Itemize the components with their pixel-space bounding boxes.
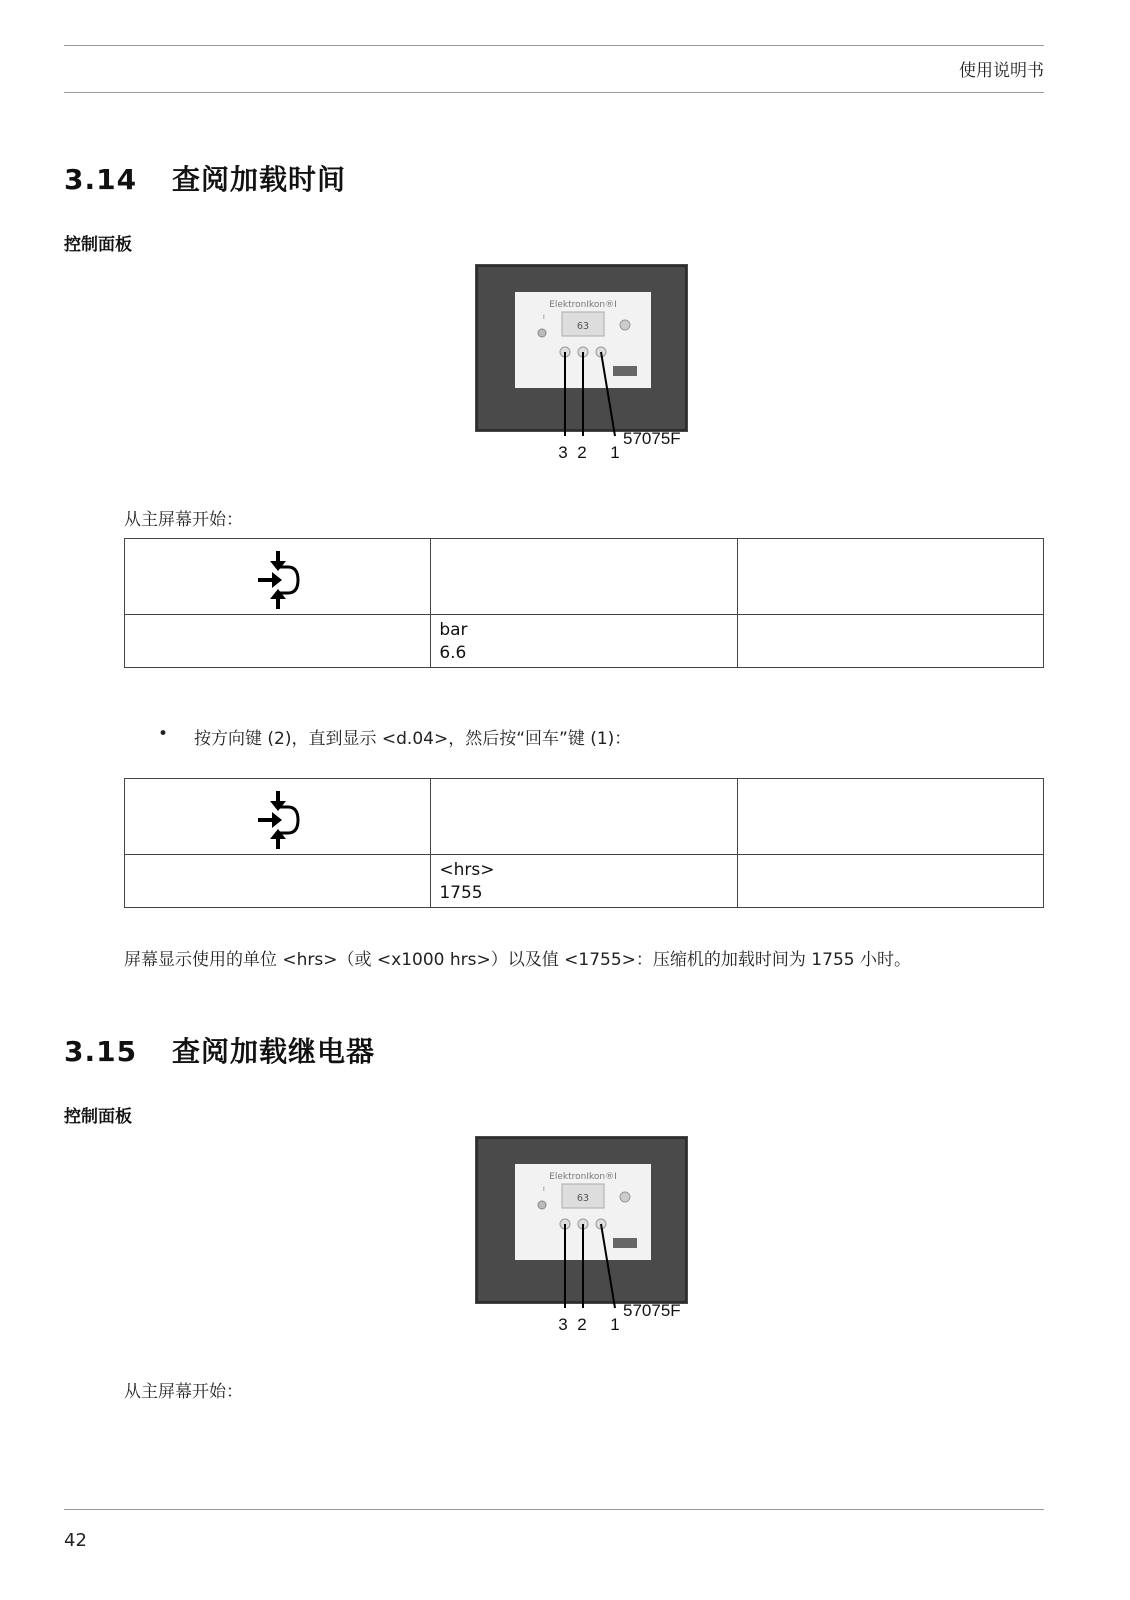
display-reading: 1755 — [439, 883, 483, 903]
intro-text: 从主屏幕开始： — [124, 1382, 243, 1402]
display-value: 63 — [576, 321, 590, 332]
table-cell — [431, 779, 737, 855]
loaded-hours-icon — [254, 549, 302, 611]
icon-cell — [125, 539, 431, 615]
page-number: 42 — [64, 1530, 87, 1551]
header-top-rule — [64, 45, 1044, 46]
intro-text: 从主屏幕开始： — [124, 510, 243, 530]
unit-label: <hrs> — [439, 860, 495, 880]
power-icon — [538, 329, 546, 337]
status-led-icon — [620, 320, 630, 330]
value-cell — [431, 855, 737, 908]
icon-cell — [125, 779, 431, 855]
value-cell — [431, 615, 737, 668]
header-bottom-rule — [64, 92, 1044, 93]
callout-3: 3 — [558, 443, 568, 462]
display-value: 63 — [576, 1193, 590, 1204]
display-table — [124, 538, 1044, 668]
table-cell — [125, 615, 431, 668]
control-panel-figure — [475, 1136, 693, 1342]
section-title — [64, 158, 346, 198]
instruction-text: 按方向键 (2)，直到显示 <d.04>，然后按“回车”键 (1)： — [194, 729, 632, 749]
callout-1: 1 — [610, 443, 620, 462]
subheading: 控制面板 — [64, 1107, 132, 1127]
callout-2: 2 — [577, 1315, 587, 1334]
atlas-copco-logo — [613, 366, 637, 376]
svg-text:I: I — [543, 314, 545, 321]
table-cell — [737, 855, 1043, 908]
header-title: 使用说明书 — [959, 61, 1044, 81]
loaded-hours-icon — [254, 789, 302, 851]
callout-3: 3 — [558, 1315, 568, 1334]
unit-label: bar — [439, 620, 468, 640]
section-number: 3.15 — [64, 1035, 138, 1068]
figure-code: 57075F — [623, 429, 681, 448]
svg-text:I: I — [543, 1186, 545, 1193]
callout-1: 1 — [610, 1315, 620, 1334]
panel-brand: ElektronIkon®I — [549, 1172, 617, 1182]
panel-brand: ElektronIkon®I — [549, 300, 617, 310]
power-icon — [538, 1201, 546, 1209]
section-heading: 查阅加载时间 — [172, 163, 347, 196]
section-number: 3.14 — [64, 163, 138, 196]
section-title — [64, 1030, 375, 1070]
table-cell — [431, 539, 737, 615]
figure-code: 57075F — [623, 1301, 681, 1320]
subheading: 控制面板 — [64, 235, 132, 255]
table-cell — [125, 855, 431, 908]
section-heading: 查阅加载继电器 — [172, 1035, 376, 1068]
display-table — [124, 778, 1044, 908]
display-reading: 6.6 — [439, 643, 467, 663]
atlas-copco-logo — [613, 1238, 637, 1248]
bullet-marker: • — [158, 724, 169, 744]
footer-rule — [64, 1509, 1044, 1510]
table-cell — [737, 779, 1043, 855]
control-panel-figure — [475, 264, 693, 470]
callout-2: 2 — [577, 443, 587, 462]
status-led-icon — [620, 1192, 630, 1202]
table-cell — [737, 539, 1043, 615]
result-text: 屏幕显示使用的单位 <hrs>（或 <x1000 hrs>）以及值 <1755>：压缩机的加载时间为 1755 小时。 — [124, 950, 911, 970]
table-cell — [737, 615, 1043, 668]
